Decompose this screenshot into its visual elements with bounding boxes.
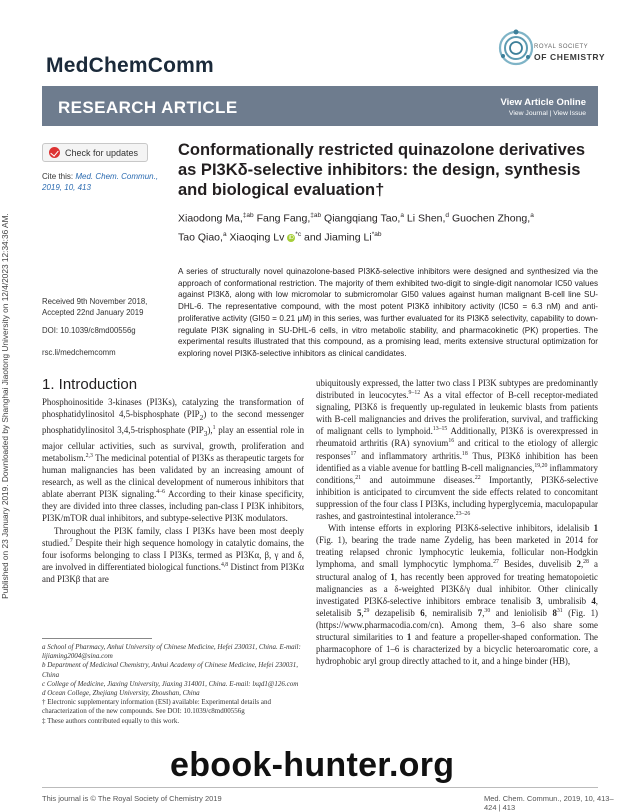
cite-prefix: Cite this: [42, 172, 76, 181]
citation [42, 171, 162, 193]
article-title: Conformationally restricted quinazolone derivatives as PI3Kδ-selective inhibitors: the design, synthesis and biological evaluation† [178, 141, 586, 199]
footnote-esi: † Electronic supplementary information (ESI) available: Experimental details and characterization of the new compounds. See DOI: 10.1039/c8md00556g [42, 698, 271, 716]
cite-journal-link[interactable]: Med. Chem. Commun., [75, 172, 159, 181]
article-type-label: RESEARCH ARTICLE [58, 98, 238, 117]
author-list: Xiaodong Ma,$^{\ddagger ab}$ Fang Fang,$^{\ddagger ab}$ Qiangqiang Tao,$^a$ Li Shen,$^d$ Guochen Zhong,$^a$ Tao Qiao,$^a$ Xiaoqing Lv $iD^{*c}$ and Jiaming $Li^{*ab}$ [178, 212, 534, 243]
rsc-logo-line2: OF CHEMISTRY [534, 52, 606, 62]
footnote-affiliation-b: b Department of Medicinal Chemistry, Anhui Academy of Chinese Medicine, Hefei 230031, China [42, 661, 298, 679]
author-tao-qiao: Tao Qiao, [178, 231, 223, 243]
footnote-affiliation-d: d Ocean College, Zhejiang University, Zhoushan, China [42, 689, 200, 698]
received-date: Received 9th November 2018, [42, 297, 148, 306]
abstract: A series of structurally novel quinazolone-based PI3Kδ-selective inhibitors were designed and synthesized via the approach of conformational restriction. The majority of them exhibited two-digit to single-digit nanomolar IC50 values against PI3Kδ, along with low micromolar to submicromolar GI50 values against human malignant B-cell line SU-DHL-6. The representative compound, with the most potent PI3Kδ inhibitory activity (IC50 = 6.3 nM) and anti-proliferative activity (GI50 = 0.21 μM) in this series, was further evaluated for its PI3Kδ selectivity, capability to down-regulate PI3K signaling in SU-DHL-6 cells, in vitro metabolic stability, and pharmacokinetic (PK) properties. The experimental results illustrated that this compound, as a promising lead, merits extensive structural optimization for exploring novel PI3Kδ-selective inhibitors as clinical candidates. [178, 267, 598, 358]
check-for-updates-label: Check for updates [65, 147, 139, 158]
accepted-date: Accepted 22nd January 2019 [42, 307, 144, 317]
footnotes [42, 643, 304, 726]
body-column-right: ubiquitously expressed, the latter two class I PI3K subtypes are predominantly distributed in leucocytes.$^{9-12}$ As a vital effector of B-cell receptor-mediated signaling, PI3Kδ is frequently up-regulated in leukemic blasts from patients with B-cell malignancies and drives the proliferation, survival, and trafficking of malignant cells to lymphoid.$^{13-15}$ Additionally, PI3Kδ is overexpressed in rheumatoid arthritis (RA) synovium$^{16}$ and critical to the etiology of allergic responses$^{17}$ and inflammatory arthritis.$^{18}$ Thus, PI3Kδ inhibition has been identified as a viable avenue for battling B-cell malignancies,$^{19,20}$ inflammatory conditions,$^{21}$ and autoimmune diseases.$^{22}$ Importantly, PI3Kδ-selective inhibition is anticipated to circumvent the side effects related to concomitant suppression of the four class I PI3Ks, including hyperglycemia, maculopapular rashes, and gastrointestinal intolerance.$^{23-26}$ With intense efforts in exploring PI3Kδ-selective inhibitors, idelalisib 1 (Fig. 1), bearing the trade name Zydelig, has been marketed in 2014 for treating relapsed chronic lymphocytic leukemia, follicular non-Hodgkin lymphoma, and small lymphocytic lymphoma.$^{27}$ Besides, duvelisib 2,28 a structural analog of 1, has recently been approved for treating hematopoietic malignancies as a δ-weighted PI3Kδ/γ dual inhibitor. Other clinically investigated PI3Kδ-selective inhibitors embrace tenalisib 3, umbralisib 4, seletalisib 5,29 dezapelisib 6, nemiralisib 7,30 and leniolisib $8^{31}$ (Fig. 1) (https://www.pharmacodia.com/cn). Among them, 3–6 also share some structural similarities to 1 and feature a propeller-shaped conformation. The pharmacophore of 1–6 is characterized by a bicyclic heteroaromatic core, a hydrophobic aryl group directly attached to it, and a hinge binder (HB), [316, 378, 599, 667]
cite-year-volume[interactable]: 2019, 10, 413 [42, 183, 91, 192]
footer-copyright: This journal is © The Royal Society of Chemistry 2019 [42, 794, 222, 803]
view-article-online-link[interactable]: View Article Online [500, 97, 586, 108]
journal-name: MedChemComm [46, 54, 214, 77]
check-for-updates-button[interactable] [42, 143, 148, 162]
rsc-rings-icon [498, 28, 534, 68]
footnote-affiliation-c: c College of Medicine, Jiaxing University, Jiaxing 314001, China. E-mail: lxqd1@126.com [42, 679, 299, 688]
footnote-divider [42, 638, 152, 639]
footnote-affiliation-a: a School of Pharmacy, Anhui University of Chinese Medicine, Hefei 230031, China. E-mail: lijiaming2004@sina.com [42, 643, 301, 661]
received-dates [42, 297, 147, 318]
watermark: ebook-hunter.org [170, 746, 455, 784]
orcid-icon[interactable]: iD [288, 235, 294, 241]
check-circle-icon [49, 147, 60, 158]
doi[interactable]: DOI: 10.1039/c8md00556g [42, 326, 136, 335]
rsc-logo-line1: ROYAL SOCIETY [534, 44, 589, 50]
view-journal-issue-links[interactable]: View Journal | View Issue [508, 110, 586, 117]
body-column-left: Phosphoinositide 3-kinases (PI3Ks), catalyzing the transformation of phosphatidylinositol 4,5-bisphosphate $(PIP_2)$ to the second messenger phosphatidylinositol 3,4,5-trisphosphate $(PIP_3),^1$ play an essential role in major cellular activities, such as survival, growth, proliferation and metabolism.$^{2,3}$ The medicinal potential of PI3Ks as therapeutic targets for human malignancies has been validated by an increasing amount of research, as well as the clinical development of numerous inhibitors that ablate aberrant PI3K signaling.$^{4-6}$ According to their kinase specificity, they are divided into three classes, including pan-class I PI3K inhibitors, PI3K/mTOR dual inhibitors, and subtype-selective PI3K modulators. Throughout the PI3K family, class I PI3Ks have been most deeply studied.$^7$ Despite their high sequence homology in catalytic domains, the four isoforms belonging to class I PI3Ks, termed as PI3Kα, β, γ and δ, are involved in differentiated biological functions.$^{4,8}$ Distinct from PI3Kα and PI3Kβ that are [42, 397, 305, 584]
view-online-block [500, 97, 586, 117]
download-note: Published on 23 January 2019. Downloaded by Shanghai Jiaotong University on 12/4/2023 12:34:36 AM. [0, 213, 10, 599]
author-xiaodong-ma: Xiaodong Ma, [178, 212, 243, 225]
journal-short-link[interactable]: rsc.li/medchemcomm [42, 348, 116, 357]
footnote-equal-contribution: ‡ These authors contributed equally to this work. [42, 716, 180, 725]
section-heading-introduction: 1. Introduction [42, 376, 138, 393]
rsc-logo [498, 18, 606, 82]
footer-divider [42, 787, 598, 788]
footer-page-info: Med. Chem. Commun., 2019, 10, 413–424 | 413 [484, 794, 614, 812]
